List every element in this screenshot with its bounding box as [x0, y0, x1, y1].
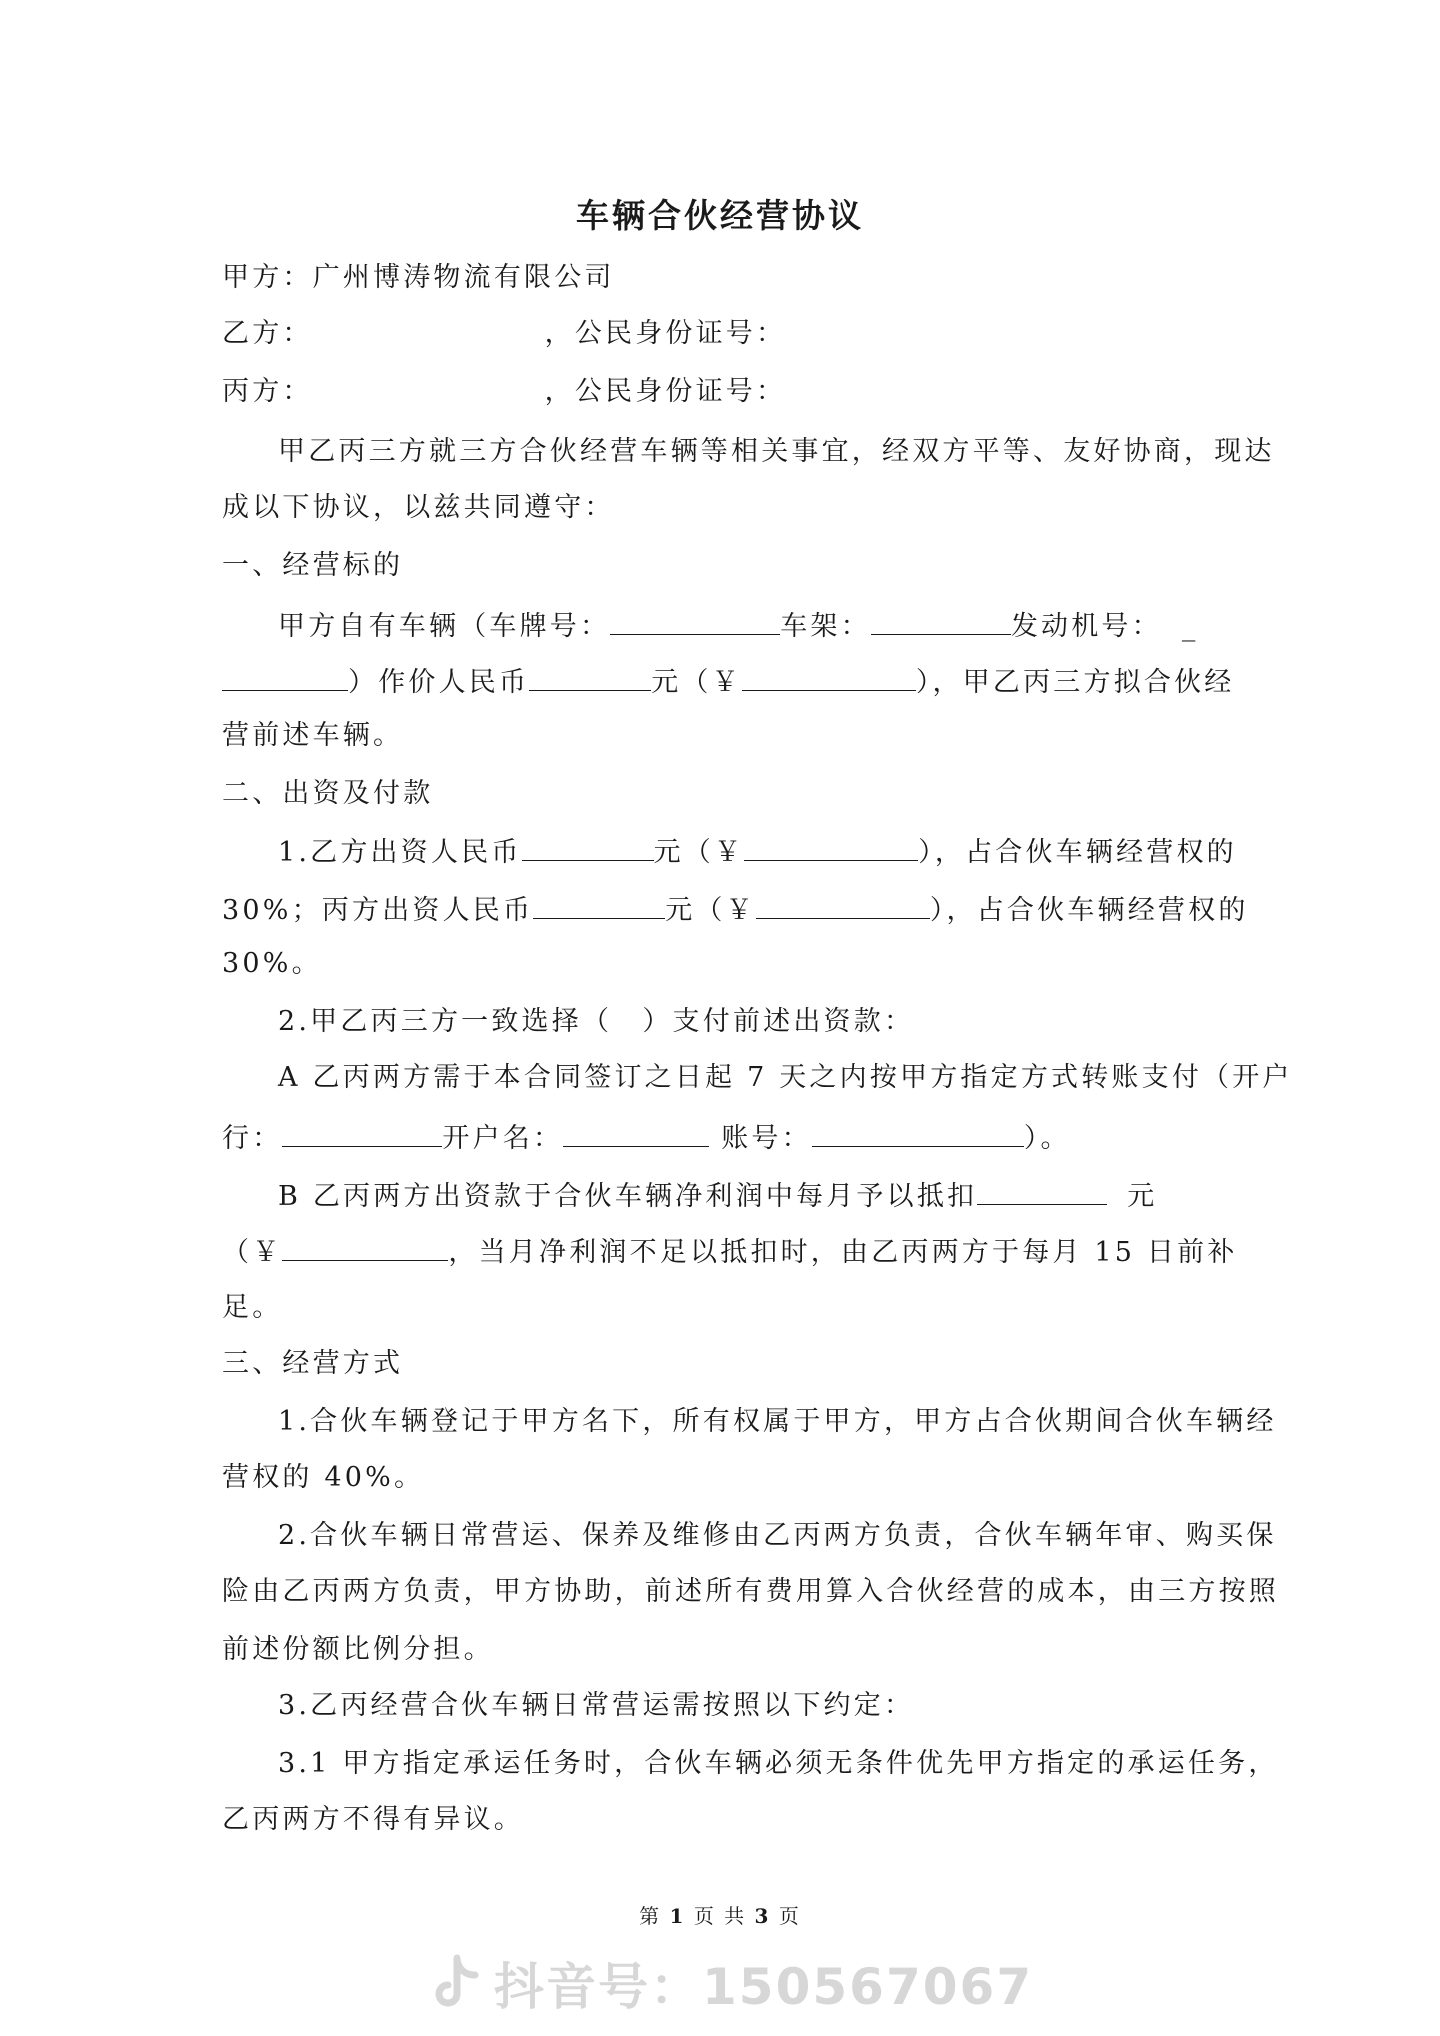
- party-b-share-text: ），占合伙车辆经营权的: [918, 837, 1237, 868]
- party-c-yuan-label: 元（￥: [665, 895, 756, 926]
- section-3-item-3-1-line-1: 3.1 甲方指定承运任务时，合伙车辆必须无条件优先甲方指定的承运任务，: [278, 1748, 1279, 1779]
- option-b-line-2: [222, 1230, 1238, 1273]
- account-number-blank: [812, 1116, 1024, 1147]
- account-name-label: 开户名：: [442, 1123, 564, 1154]
- party-b-amount-blank: [522, 830, 654, 861]
- engine-number-start: _: [1181, 611, 1199, 642]
- douyin-watermark: [430, 1948, 1033, 2018]
- footer-prefix: 第: [639, 1904, 662, 1928]
- party-c-id-label: ，公民身份证号：: [544, 376, 787, 407]
- engine-number-label: 发动机号：: [1010, 611, 1162, 642]
- section-2-item-1-line-2: [222, 888, 1249, 931]
- plate-number-blank: [610, 604, 780, 635]
- party-a-line: 甲方：广州博涛物流有限公司: [222, 262, 615, 293]
- price-number-blank: [742, 660, 916, 691]
- party-b-line: [222, 314, 1222, 354]
- deduction-yuan-label: （￥: [222, 1237, 283, 1268]
- deduction-number-blank: [282, 1230, 448, 1261]
- bank-blank: [282, 1116, 442, 1147]
- intro-line-2: 成以下协议，以兹共同遵守：: [222, 492, 615, 523]
- page-number: 1: [669, 1904, 686, 1928]
- section-3-item-1-line-1: 1.合伙车辆登记于甲方名下，所有权属于甲方，甲方占合伙期间合伙车辆经: [278, 1406, 1277, 1437]
- price-tail-text: ），甲乙丙三方拟合伙经: [915, 667, 1235, 698]
- party-b-contribution-label: 1.乙方出资人民币: [278, 837, 522, 868]
- option-b-text: B 乙丙两方出资款于合伙车辆净利润中每月予以抵扣: [278, 1181, 978, 1212]
- price-amount-blank: [529, 660, 651, 691]
- engine-number-blank: [222, 660, 348, 691]
- section-3-item-3-1-line-2: 乙丙两方不得有异议。: [222, 1804, 524, 1835]
- party-c-share-text: ），占合伙车辆经营权的: [929, 895, 1249, 926]
- section-1-para-line-3: 营前述车辆。: [222, 720, 404, 751]
- party-c-line: [222, 372, 1222, 412]
- section-3-heading: 三、经营方式: [222, 1348, 404, 1379]
- section-3-item-1-line-2: 营权的 40%。: [222, 1462, 425, 1493]
- party-b-yuan-label: 元（￥: [653, 837, 745, 868]
- section-3-item-2-line-2: 险由乙丙两方负责，甲方协助，前述所有费用算入合伙经营的成本，由三方按照: [222, 1576, 1279, 1607]
- price-label: ）作价人民币: [348, 667, 530, 698]
- party-c-number-blank: [756, 888, 930, 919]
- section-1-para-line-2: [222, 660, 1235, 703]
- section-3-item-3: 3.乙丙经营合伙车辆日常营运需按照以下约定：: [278, 1690, 915, 1721]
- option-b-line-3: 足。: [222, 1292, 283, 1323]
- account-number-label: 账号：: [721, 1123, 812, 1154]
- section-2-item-2: 2.甲乙丙三方一致选择（ ）支付前述出资款：: [278, 1006, 915, 1037]
- option-a-line-1: A 乙丙两方需于本合同签订之日起 7 天之内按甲方指定方式转账支付（开户: [278, 1062, 1293, 1093]
- option-a-line-2: [222, 1116, 1222, 1159]
- option-a-close: ）。: [1023, 1123, 1071, 1154]
- option-b-tail-text: ，当月净利润不足以抵扣时，由乙丙两方于每月 15 日前补: [448, 1237, 1238, 1268]
- section-3-item-2-line-1: 2.合伙车辆日常营运、保养及维修由乙丙两方负责，合伙车辆年审、购买保: [278, 1520, 1277, 1551]
- party-c-contribution-label: 30%；丙方出资人民币: [222, 895, 534, 926]
- section-1-para-line-1: [278, 604, 1222, 647]
- section-2-heading: 二、出资及付款: [222, 778, 434, 809]
- party-b-id-label: ，公民身份证号：: [544, 318, 787, 349]
- section-1-heading: 一、经营标的: [222, 550, 404, 581]
- monthly-deduction-blank: [977, 1174, 1107, 1205]
- total-pages: 3: [754, 1904, 771, 1928]
- vehicle-plate-label: 甲方自有车辆（车牌号：: [278, 611, 611, 642]
- footer-middle: 页 共: [693, 1904, 747, 1928]
- section-2-item-1-line-1: [278, 830, 1237, 873]
- bank-label: 行：: [222, 1123, 283, 1154]
- price-yuan-label: 元（￥: [651, 667, 742, 698]
- party-c-label: 丙方：: [222, 376, 313, 407]
- intro-line-1: 甲乙丙三方就三方合伙经营车辆等相关事宜，经双方平等、友好协商，现达: [278, 436, 1275, 467]
- douyin-logo-icon: [430, 1954, 480, 2012]
- party-b-label: 乙方：: [222, 318, 313, 349]
- monthly-deduction-unit: 元: [1127, 1181, 1158, 1212]
- section-3-item-2-line-3: 前述份额比例分担。: [222, 1634, 494, 1665]
- account-name-blank: [563, 1116, 709, 1147]
- page-footer: [0, 1900, 1440, 1929]
- party-b-number-blank: [744, 830, 918, 861]
- option-b-line-1: [278, 1174, 1222, 1217]
- watermark-text: 抖音号：150567067: [494, 1958, 1034, 2016]
- document-title: 车辆合伙经营协议: [576, 196, 864, 235]
- frame-number-blank: [871, 604, 1011, 635]
- footer-suffix: 页: [778, 1904, 801, 1928]
- party-c-amount-blank: [533, 888, 665, 919]
- section-2-item-1-line-3: 30%。: [222, 948, 322, 979]
- vehicle-frame-label: 车架：: [780, 611, 871, 642]
